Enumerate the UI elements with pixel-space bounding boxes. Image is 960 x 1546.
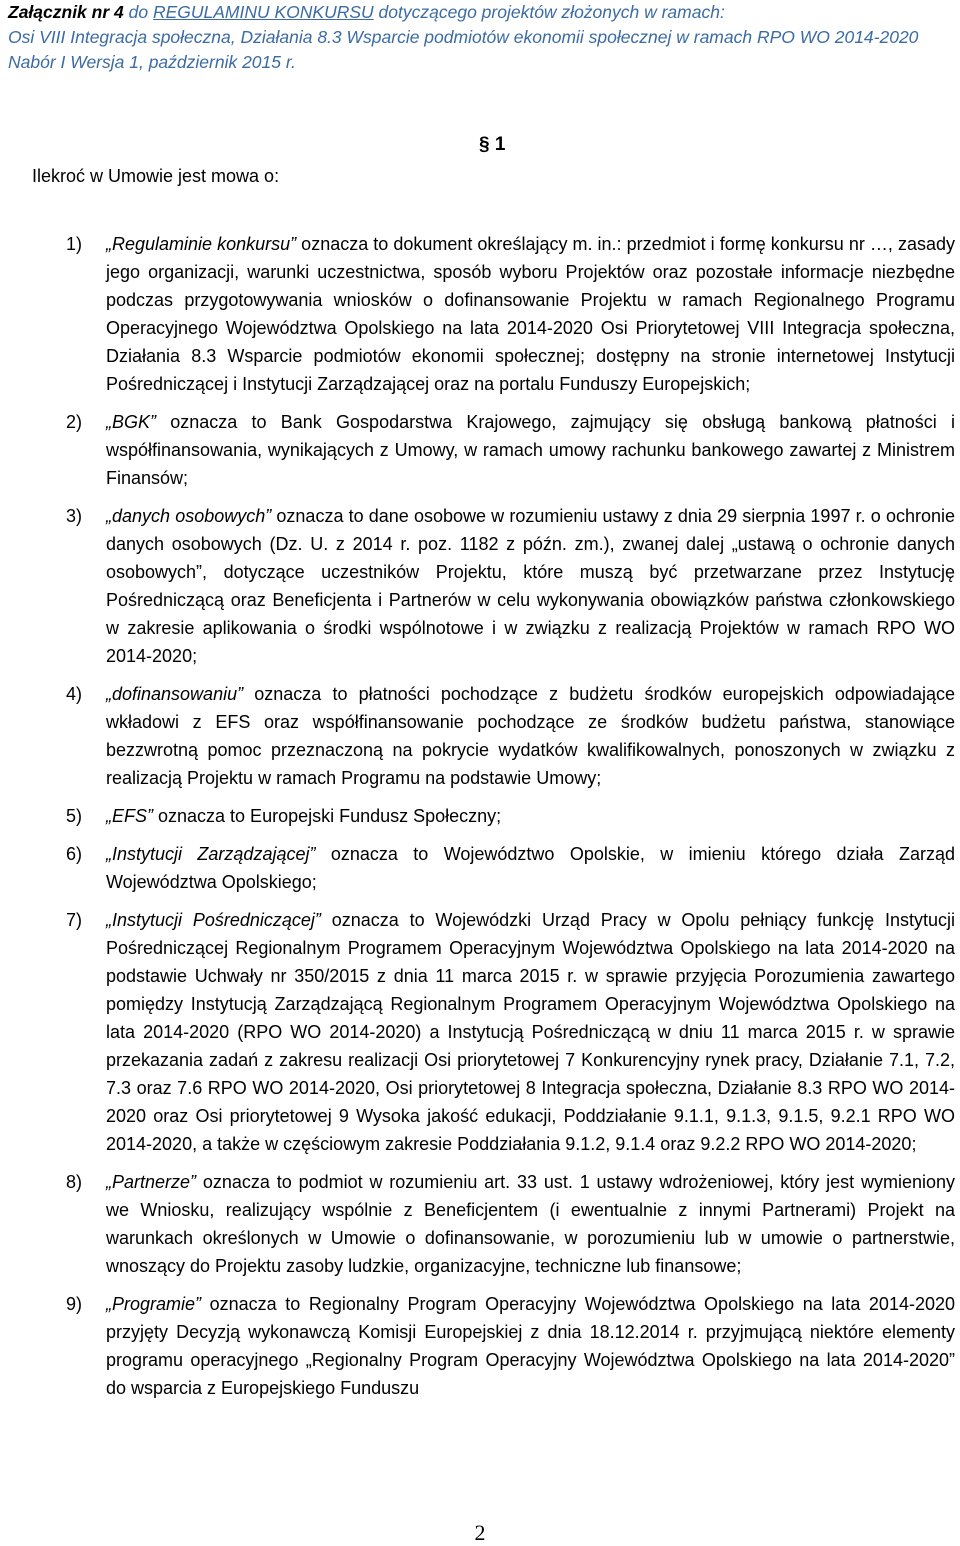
definition-text: [106, 680, 955, 792]
definition-number: 1): [66, 234, 83, 254]
definition-text: [106, 1290, 955, 1402]
definition-term: „Partnerze”: [106, 1172, 197, 1192]
definition-item: [66, 680, 955, 792]
definition-text: [106, 408, 955, 492]
definition-item: [66, 1168, 955, 1280]
page-number: 2: [474, 1520, 486, 1545]
definitions-list: [66, 230, 955, 1412]
header-line-3: Nabór I Wersja 1, październik 2015 r.: [8, 52, 296, 72]
definition-item: [66, 1290, 955, 1402]
definition-term: „Instytucji Zarządzającej”: [106, 844, 316, 864]
definition-item: [66, 230, 955, 398]
definition-term: „dofinansowaniu”: [106, 684, 244, 704]
definition-item: [66, 802, 955, 830]
definition-term: „danych osobowych”: [106, 506, 272, 526]
definition-term: „EFS”: [106, 806, 153, 826]
definition-text: [106, 1168, 955, 1280]
definition-item: [66, 840, 955, 896]
document-header: [8, 0, 958, 75]
definition-number: 9): [66, 1294, 83, 1314]
definition-text: [106, 906, 955, 1158]
section-mark: § 1: [479, 134, 506, 155]
definition-body: oznacza to Wojewódzki Urząd Pracy w Opolu pełniący funkcję Instytucji Pośredniczącej Regionalnym Programem Operacyjnym Województwa Opolskiego na lata 2014-2020 na podstawie Uchwały nr 350/2015 z dnia 11 marca 2015 r. w sprawie przyjęcia Porozumienia zawartego pomiędzy Instytucją Zarządzającą Regionalnym Programem Operacyjnym Województwa Opolskiego na lata 2014-2020 (RPO WO 2014-2020) a Instytucją Pośredniczącą w dniu 11 marca 2015 r. w sprawie przekazania zadań z zakresu realizacji Osi priorytetowej 7 Konkurencyjny rynek pracy, Działanie 7.1, 7.2, 7.3 oraz 7.6 RPO WO 2014-2020, Osi priorytetowej 8 Integracja społeczna, Działanie 8.3 RPO WO 2014-2020 oraz Osi priorytetowej 9 Wysoka jakość edukacji, Poddziałanie 9.1.1, 9.1.3, 9.1.5, 9.2.1 RPO WO 2014-2020, a także w częściowym zakresie Poddziałania 9.1.2, 9.1.4 oraz 9.2.2 RPO WO 2014-2020;: [106, 910, 956, 1154]
definition-term: „BGK”: [106, 412, 157, 432]
definition-body: oznacza to Regionalny Program Operacyjny Województwa Opolskiego na lata 2014-2020 przyjęty Decyzją wykonawczą Komisji Europejskiej z dnia 18.12.2014 r. przyjmującą niektóre elementy programu operacyjnego „Regionalny Program Operacyjny Województwa Opolskiego na lata 2014-2020” do wsparcia z Europejskiego Funduszu: [106, 1294, 955, 1398]
definition-text: [106, 840, 955, 896]
header-text: do: [123, 2, 153, 22]
definition-number: 7): [66, 910, 83, 930]
definition-text: [106, 802, 955, 830]
definition-number: 2): [66, 412, 83, 432]
definition-number: 3): [66, 506, 83, 526]
definition-body: oznacza to podmiot w rozumieniu art. 33 ust. 1 ustawy wdrożeniowej, który jest wymieniony we Wniosku, realizujący wspólnie z Beneficjentem (i ewentualnie z innymi Partnerami) Projekt na warunkach określonych w Umowie o dofinansowanie, w porozumieniu lub w umowie o partnerstwie, wnoszący do Projektu zasoby ludzkie, organizacyjne, techniczne lub finansowe;: [106, 1172, 955, 1276]
definition-body: oznacza to dokument określający m. in.: przedmiot i formę konkursu nr …, zasady jego organizacji, warunki uczestnictwa, sposób wyboru Projektów oraz pozostałe informacje niezbędne podczas przygotowywania wniosków o dofinansowanie Projektu w ramach Regionalnego Programu Operacyjnego Województwa Opolskiego na lata 2014-2020 Osi Priorytetowej VIII Integracja społeczna, Działania 8.3 Wsparcie podmiotów ekonomii społecznej; dostępny na stronie internetowej Instytucji Pośredniczącej i Instytucji Zarządzającej oraz na portalu Funduszy Europejskich;: [106, 234, 955, 394]
definition-body: oznacza to Europejski Fundusz Społeczny;: [153, 806, 502, 826]
intro-text: Ilekroć w Umowie jest mowa o:: [32, 166, 280, 186]
definition-number: 5): [66, 806, 83, 826]
definition-number: 6): [66, 844, 83, 864]
definition-number: 8): [66, 1172, 83, 1192]
annex-label: Załącznik nr 4: [8, 2, 124, 22]
definition-body: oznacza to dane osobowe w rozumieniu ustawy z dnia 29 sierpnia 1997 r. o ochronie danych osobowych (Dz. U. z 2014 r. poz. 1182 z późn. zm.), zwanej dalej „ustawą o ochronie danych osobowych”, dotyczące uczestników Projektu, które muszą być przetwarzane przez Instytucję Pośredniczącą oraz Beneficjenta i Partnerów w celu wykonywania obowiązków państwa członkowskiego w zakresie aplikowania o środki wspólnotowe i w związku z realizacją Projektów w ramach RPO WO 2014-2020;: [106, 506, 955, 666]
header-tail: dotyczącego projektów złożonych w ramach:: [373, 2, 725, 22]
definition-text: [106, 230, 955, 398]
header-line-2: Osi VIII Integracja społeczna, Działania 8.3 Wsparcie podmiotów ekonomii społecznej w ramach RPO WO 2014-2020: [8, 27, 919, 47]
definition-term: „Regulaminie konkursu”: [106, 234, 297, 254]
definition-term: „Programie”: [106, 1294, 202, 1314]
definition-body: oznacza to płatności pochodzące z budżetu środków europejskich odpowiadające wkładowi z EFS oraz współfinansowanie pochodzące ze środków budżetu państwa, stanowiące bezzwrotną pomoc przeznaczoną na pokrycie wydatków kwalifikowalnych, ponoszonych w związku z realizacją Projektu w ramach Programu na podstawie Umowy;: [106, 684, 955, 788]
header-line-1: [8, 0, 958, 25]
definition-item: [66, 906, 955, 1158]
definition-body: oznacza to Województwo Opolskie, w imieniu którego działa Zarząd Województwa Opolskiego;: [106, 844, 955, 892]
definition-text: [106, 502, 955, 670]
definition-item: [66, 408, 955, 492]
definition-number: 4): [66, 684, 83, 704]
definition-term: „Instytucji Pośredniczącej”: [106, 910, 321, 930]
definition-item: [66, 502, 955, 670]
regulation-link[interactable]: REGULAMINU KONKURSU: [152, 2, 374, 22]
definition-body: oznacza to Bank Gospodarstwa Krajowego, zajmujący się obsługą bankową płatności i współfinansowania, wynikających z Umowy, w ramach umowy rachunku bankowego zawartej z Ministrem Finansów;: [106, 412, 955, 488]
